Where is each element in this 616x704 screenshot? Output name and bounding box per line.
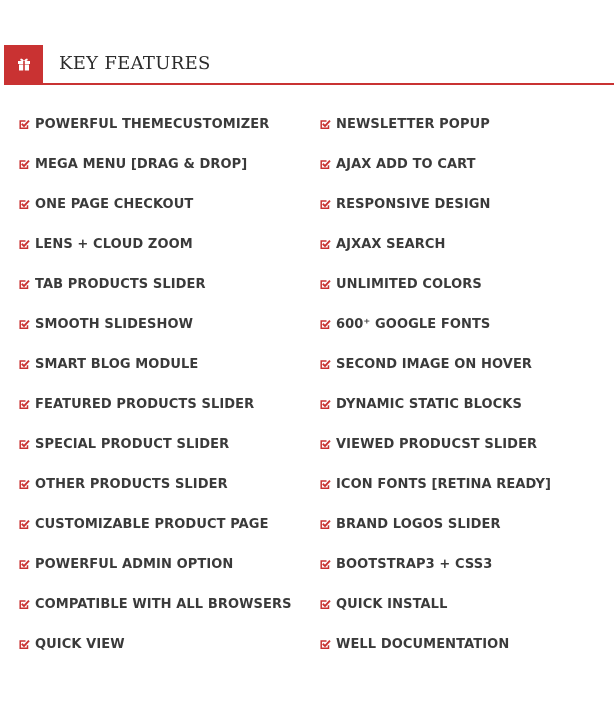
feature-item: [320, 304, 610, 344]
check-square-icon: [19, 559, 30, 570]
feature-item: [19, 544, 309, 584]
feature-label: BRAND LOGOS SLIDER: [336, 516, 501, 532]
feature-list-left: [19, 104, 309, 664]
check-square-icon: [320, 479, 331, 490]
check-square-icon: [19, 599, 30, 610]
feature-item: [320, 264, 610, 304]
check-square-icon: [19, 359, 30, 370]
feature-label: NEWSLETTER POPUP: [336, 116, 490, 132]
feature-item: [19, 184, 309, 224]
check-square-icon: [19, 479, 30, 490]
check-square-icon: [320, 639, 331, 650]
feature-label: VIEWED PRODUCST SLIDER: [336, 436, 538, 452]
feature-label: SMOOTH SLIDESHOW: [35, 316, 194, 332]
check-square-icon: [320, 439, 331, 450]
feature-item: [19, 424, 309, 464]
feature-label: POWERFUL ADMIN OPTION: [35, 556, 234, 572]
check-square-icon: [320, 399, 331, 410]
check-square-icon: [19, 279, 30, 290]
feature-label: ICON FONTS [RETINA READY]: [336, 476, 552, 492]
feature-item: [320, 624, 610, 664]
feature-item: [19, 104, 309, 144]
feature-label: FEATURED PRODUCTS SLIDER: [35, 396, 255, 412]
feature-label: RESPONSIVE DESIGN: [336, 196, 491, 212]
feature-item: [320, 584, 610, 624]
check-square-icon: [320, 159, 331, 170]
check-square-icon: [320, 519, 331, 530]
check-square-icon: [320, 279, 331, 290]
check-square-icon: [320, 319, 331, 330]
feature-label: QUICK INSTALL: [336, 596, 448, 612]
check-square-icon: [320, 199, 331, 210]
check-square-icon: [320, 599, 331, 610]
feature-item: [19, 464, 309, 504]
header-divider: [4, 83, 614, 85]
feature-item: [320, 504, 610, 544]
feature-item: [19, 624, 309, 664]
feature-item: [320, 424, 610, 464]
feature-label: TAB PRODUCTS SLIDER: [35, 276, 206, 292]
feature-item: [19, 504, 309, 544]
feature-item: [320, 544, 610, 584]
feature-label: UNLIMITED COLORS: [336, 276, 482, 292]
check-square-icon: [320, 559, 331, 570]
feature-list-right: [320, 104, 610, 664]
feature-label: COMPATIBLE WITH ALL BROWSERS: [35, 596, 292, 612]
check-square-icon: [19, 239, 30, 250]
check-square-icon: [19, 639, 30, 650]
feature-label: LENS + CLOUD ZOOM: [35, 236, 193, 252]
feature-label: BOOTSTRAP3 + CSS3: [336, 556, 493, 572]
feature-item: [320, 344, 610, 384]
check-square-icon: [19, 119, 30, 130]
feature-label: ONE PAGE CHECKOUT: [35, 196, 194, 212]
key-features-header: [4, 45, 614, 85]
feature-label: WELL DOCUMENTATION: [336, 636, 510, 652]
feature-item: [19, 224, 309, 264]
feature-item: [19, 344, 309, 384]
check-square-icon: [320, 239, 331, 250]
feature-item: [320, 144, 610, 184]
feature-item: [19, 144, 309, 184]
feature-item: [19, 264, 309, 304]
feature-label: AJXAX SEARCH: [336, 236, 446, 252]
feature-label: OTHER PRODUCTS SLIDER: [35, 476, 228, 492]
feature-label: 600⁺ GOOGLE FONTS: [336, 316, 491, 332]
check-square-icon: [19, 159, 30, 170]
feature-item: [19, 384, 309, 424]
check-square-icon: [19, 399, 30, 410]
feature-item: [19, 304, 309, 344]
feature-item: [320, 384, 610, 424]
feature-item: [320, 104, 610, 144]
feature-label: AJAX ADD TO CART: [336, 156, 476, 172]
feature-item: [320, 464, 610, 504]
feature-item: [320, 184, 610, 224]
check-square-icon: [19, 319, 30, 330]
feature-label: MEGA MENU [DRAG & DROP]: [35, 156, 248, 172]
feature-item: [320, 224, 610, 264]
check-square-icon: [19, 519, 30, 530]
feature-item: [19, 584, 309, 624]
check-square-icon: [320, 359, 331, 370]
feature-label: SMART BLOG MODULE: [35, 356, 199, 372]
feature-label: SPECIAL PRODUCT SLIDER: [35, 436, 230, 452]
feature-label: CUSTOMIZABLE PRODUCT PAGE: [35, 516, 269, 532]
feature-label: DYNAMIC STATIC BLOCKS: [336, 396, 522, 412]
header-icon-box: [4, 45, 43, 83]
check-square-icon: [320, 119, 331, 130]
section-title: KEY FEATURES: [59, 53, 211, 74]
check-square-icon: [19, 199, 30, 210]
feature-label: QUICK VIEW: [35, 636, 125, 652]
feature-label: POWERFUL THEMECUSTOMIZER: [35, 116, 270, 132]
check-square-icon: [19, 439, 30, 450]
feature-label: SECOND IMAGE ON HOVER: [336, 356, 533, 372]
gift-icon: [17, 57, 31, 71]
